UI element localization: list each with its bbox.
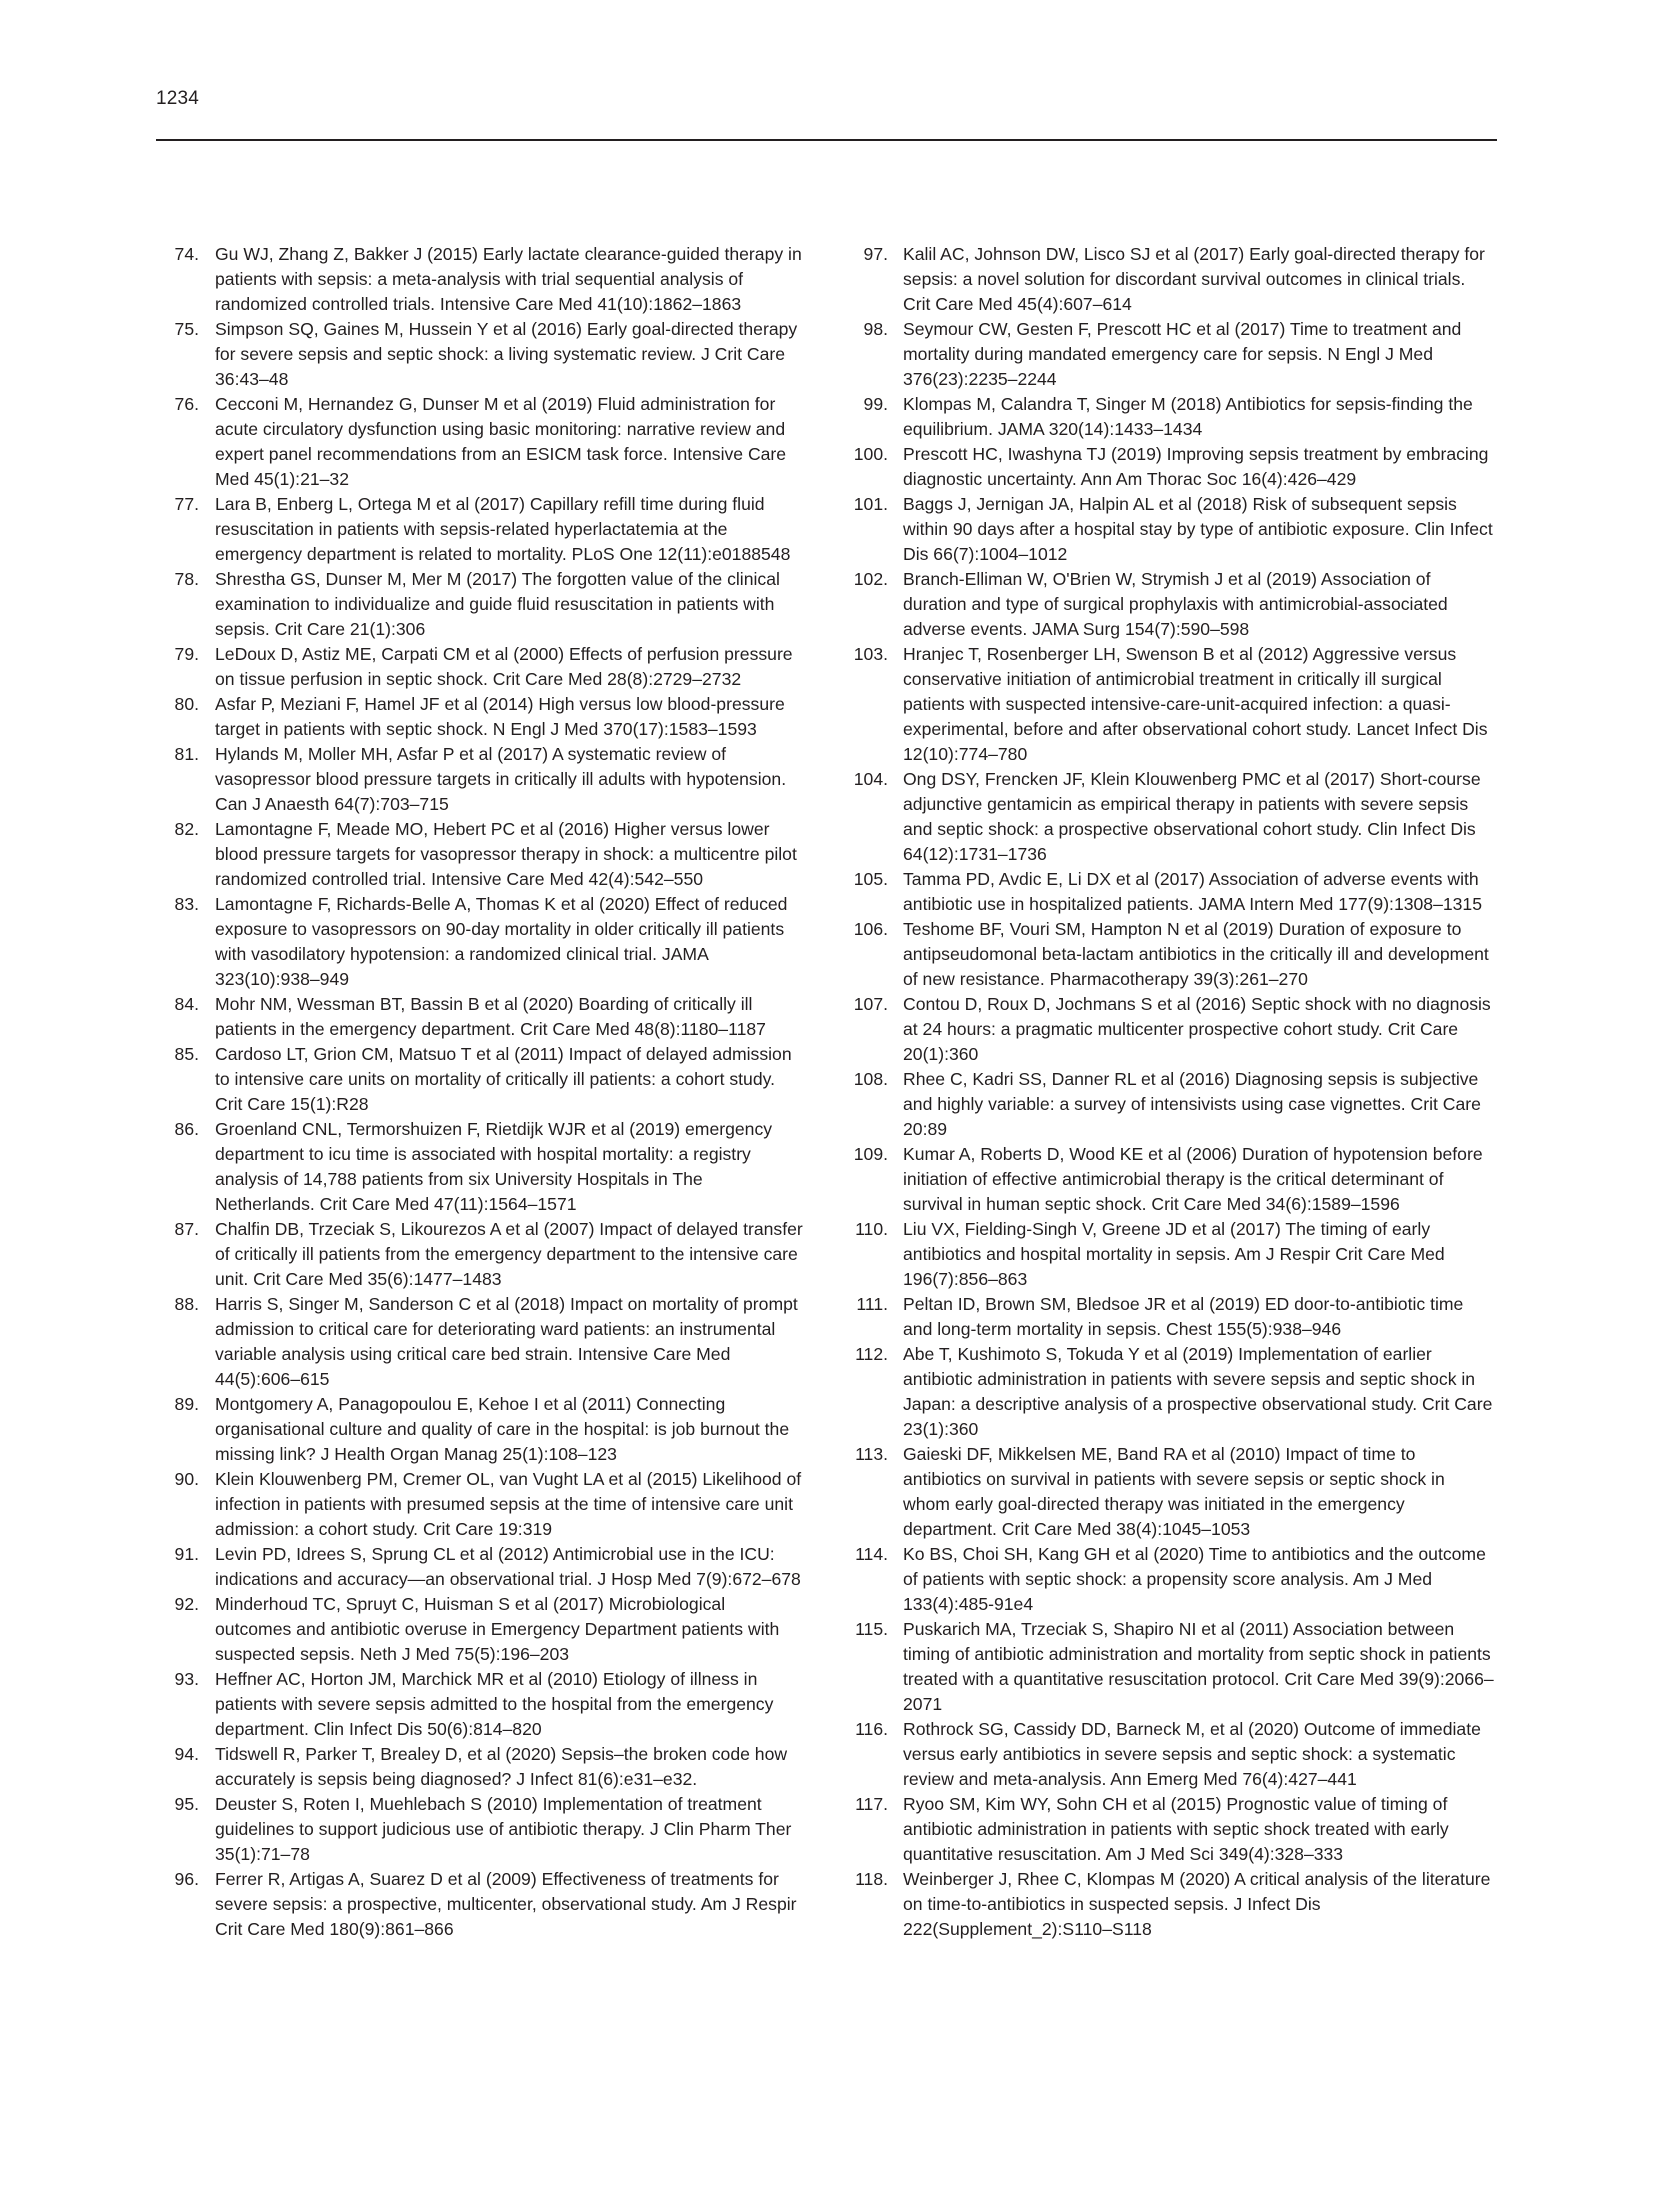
reference-number: 94. (174, 1744, 199, 1764)
reference-text: Ko BS, Choi SH, Kang GH et al (2020) Time to antibiotics and the outcome of patients with septic shock: a propensity score analysis. Am J Med 133(4):485-91e4 (903, 1544, 1486, 1614)
reference-text: Ryoo SM, Kim WY, Sohn CH et al (2015) Prognostic value of timing of antibiotic administration in patients with septic shock treated with early quantitative resuscitation. Am J Med Sci 349(4):328–333 (903, 1794, 1449, 1864)
reference-number: 90. (174, 1469, 199, 1489)
reference-text: Baggs J, Jernigan JA, Halpin AL et al (2018) Risk of subsequent sepsis within 90 days after a hospital stay by type of antibiotic exposure. Clin Infect Dis 66(7):1004–1012 (903, 494, 1493, 564)
reference-item (156, 1742, 806, 1792)
reference-item (156, 242, 806, 317)
reference-item (844, 1292, 1494, 1342)
reference-text: Cardoso LT, Grion CM, Matsuo T et al (2011) Impact of delayed admission to intensive care units on mortality of critically ill patients: a cohort study. Crit Care 15(1):R28 (215, 1044, 792, 1114)
reference-text: Heffner AC, Horton JM, Marchick MR et al (2010) Etiology of illness in patients with severe sepsis admitted to the hospital from the emergency department. Clin Infect Dis 50(6):814–820 (215, 1669, 774, 1739)
reference-text: Asfar P, Meziani F, Hamel JF et al (2014) High versus low blood-pressure target in patients with septic shock. N Engl J Med 370(17):1583–1593 (215, 694, 785, 739)
reference-text: Groenland CNL, Termorshuizen F, Rietdijk WJR et al (2019) emergency department to icu time is associated with hospital mortality: a registry analysis of 14,788 patients from six University Hospitals in The Netherlands. Crit Care Med 47(11):1564–1571 (215, 1119, 773, 1214)
reference-text: Lamontagne F, Meade MO, Hebert PC et al (2016) Higher versus lower blood pressure targets for vasopressor therapy in shock: a multicentre pilot randomized controlled trial. Intensive Care Med 42(4):542–550 (215, 819, 797, 889)
reference-item (156, 992, 806, 1042)
reference-number: 93. (174, 1669, 199, 1689)
reference-number: 112. (855, 1344, 888, 1364)
reference-number: 91. (174, 1544, 199, 1564)
reference-text: Teshome BF, Vouri SM, Hampton N et al (2019) Duration of exposure to antipseudomonal beta-lactam antibiotics in the critically ill and development of new resistance. Pharmacotherapy 39(3):261–270 (903, 919, 1489, 989)
reference-text: Abe T, Kushimoto S, Tokuda Y et al (2019) Implementation of earlier antibiotic administration in patients with severe sepsis and septic shock in Japan: a descriptive analysis of a prospective observational study. Crit Care 23(1):360 (903, 1344, 1493, 1439)
reference-item (844, 992, 1494, 1067)
reference-text: LeDoux D, Astiz ME, Carpati CM et al (2000) Effects of perfusion pressure on tissue perfusion in septic shock. Crit Care Med 28(8):2729–2732 (215, 644, 793, 689)
reference-number: 107. (853, 994, 888, 1014)
reference-number: 98. (863, 319, 888, 339)
reference-item (156, 317, 806, 392)
reference-number: 97. (863, 244, 888, 264)
reference-number: 99. (863, 394, 888, 414)
reference-number: 81. (174, 744, 199, 764)
reference-item (156, 1392, 806, 1467)
reference-item (156, 892, 806, 992)
reference-number: 116. (855, 1719, 888, 1739)
reference-text: Harris S, Singer M, Sanderson C et al (2018) Impact on mortality of prompt admission to critical care for deteriorating ward patients: an instrumental variable analysis using critical care bed strain. Intensive Care Med 44(5):606–615 (215, 1294, 798, 1389)
reference-number: 100. (853, 444, 888, 464)
reference-number: 113. (855, 1444, 888, 1464)
reference-number: 106. (853, 919, 888, 939)
reference-text: Rhee C, Kadri SS, Danner RL et al (2016) Diagnosing sepsis is subjective and highly variable: a survey of intensivists using case vignettes. Crit Care 20:89 (903, 1069, 1481, 1139)
reference-text: Levin PD, Idrees S, Sprung CL et al (2012) Antimicrobial use in the ICU: indications and accuracy—an observational trial. J Hosp Med 7(9):672–678 (215, 1544, 801, 1589)
reference-item (156, 567, 806, 642)
reference-number: 86. (174, 1119, 199, 1139)
reference-number: 75. (174, 319, 199, 339)
reference-item (156, 1667, 806, 1742)
reference-item (156, 1292, 806, 1392)
reference-item (844, 767, 1494, 867)
reference-text: Ferrer R, Artigas A, Suarez D et al (2009) Effectiveness of treatments for severe sepsis: a prospective, multicenter, observational study. Am J Respir Crit Care Med 180(9):861–866 (215, 1869, 797, 1939)
reference-item (844, 1442, 1494, 1542)
reference-item (156, 1042, 806, 1117)
reference-item (844, 1217, 1494, 1292)
reference-item (844, 1717, 1494, 1792)
reference-text: Tamma PD, Avdic E, Li DX et al (2017) Association of adverse events with antibiotic use in hospitalized patients. JAMA Intern Med 177(9):1308–1315 (903, 869, 1483, 914)
reference-number: 82. (174, 819, 199, 839)
reference-text: Shrestha GS, Dunser M, Mer M (2017) The forgotten value of the clinical examination to individualize and guide fluid resuscitation in patients with sepsis. Crit Care 21(1):306 (215, 569, 780, 639)
reference-number: 114. (855, 1544, 888, 1564)
reference-text: Kumar A, Roberts D, Wood KE et al (2006) Duration of hypotension before initiation of effective antimicrobial therapy is the critical determinant of survival in human septic shock. Crit Care Med 34(6):1589–1596 (903, 1144, 1483, 1214)
reference-text: Klein Klouwenberg PM, Cremer OL, van Vught LA et al (2015) Likelihood of infection in patients with presumed sepsis at the time of intensive care unit admission: a cohort study. Crit Care 19:319 (215, 1469, 802, 1539)
reference-text: Branch-Elliman W, O'Brien W, Strymish J et al (2019) Association of duration and type of surgical prophylaxis with antimicrobial-associated adverse events. JAMA Surg 154(7):590–598 (903, 569, 1448, 639)
reference-item (844, 1617, 1494, 1717)
reference-item (844, 642, 1494, 767)
page-number: 1234 (156, 88, 200, 109)
reference-item (844, 1067, 1494, 1142)
reference-number: 103. (853, 644, 888, 664)
reference-item (844, 867, 1494, 917)
reference-item (844, 917, 1494, 992)
reference-text: Gaieski DF, Mikkelsen ME, Band RA et al (2010) Impact of time to antibiotics on survival in patients with severe sepsis or septic shock in whom early goal-directed therapy was initiated in the emergency department. Crit Care Med 38(4):1045–1053 (903, 1444, 1445, 1539)
reference-list-right (844, 242, 1494, 1942)
reference-number: 118. (855, 1869, 888, 1889)
reference-number: 117. (855, 1794, 888, 1814)
reference-item (156, 1542, 806, 1592)
reference-number: 88. (174, 1294, 199, 1314)
reference-item (844, 242, 1494, 317)
reference-number: 79. (174, 644, 199, 664)
reference-text: Chalfin DB, Trzeciak S, Likourezos A et al (2007) Impact of delayed transfer of critically ill patients from the emergency department to the intensive care unit. Crit Care Med 35(6):1477–1483 (215, 1219, 803, 1289)
reference-text: Montgomery A, Panagopoulou E, Kehoe I et al (2011) Connecting organisational culture and quality of care in the hospital: is job burnout the missing link? J Health Organ Manag 25(1):108–123 (215, 1394, 790, 1464)
reference-number: 89. (174, 1394, 199, 1414)
reference-number: 74. (174, 244, 199, 264)
reference-text: Hranjec T, Rosenberger LH, Swenson B et al (2012) Aggressive versus conservative initiation of antimicrobial treatment in critically ill surgical patients with suspected intensive-care-unit-acquired infection: a quasi-experimental, before and after observational cohort study. Lancet Infect Dis 12(10):774–780 (903, 644, 1488, 764)
reference-item (156, 1117, 806, 1217)
reference-number: 104. (853, 769, 888, 789)
reference-text: Klompas M, Calandra T, Singer M (2018) Antibiotics for sepsis-finding the equilibrium. JAMA 320(14):1433–1434 (903, 394, 1473, 439)
reference-item (844, 1867, 1494, 1942)
reference-text: Deuster S, Roten I, Muehlebach S (2010) Implementation of treatment guidelines to support judicious use of antibiotic therapy. J Clin Pharm Ther 35(1):71–78 (215, 1794, 792, 1864)
reference-text: Ong DSY, Frencken JF, Klein Klouwenberg PMC et al (2017) Short-course adjunctive gentamicin as empirical therapy in patients with severe sepsis and septic shock: a prospective observational cohort study. Clin Infect Dis 64(12):1731–1736 (903, 769, 1481, 864)
reference-text: Mohr NM, Wessman BT, Bassin B et al (2020) Boarding of critically ill patients in the emergency department. Crit Care Med 48(8):1180–1187 (215, 994, 766, 1039)
reference-item (156, 642, 806, 692)
reference-number: 85. (174, 1044, 199, 1064)
reference-text: Lamontagne F, Richards-Belle A, Thomas K et al (2020) Effect of reduced exposure to vasopressors on 90-day mortality in older critically ill patients with vasodilatory hypotension: a randomized clinical trial. JAMA 323(10):938–949 (215, 894, 788, 989)
reference-number: 95. (174, 1794, 199, 1814)
reference-item (844, 567, 1494, 642)
reference-list-left (156, 242, 806, 1942)
reference-item (844, 442, 1494, 492)
reference-number: 102. (853, 569, 888, 589)
reference-number: 111. (856, 1294, 888, 1314)
reference-item (844, 317, 1494, 392)
reference-number: 77. (174, 494, 199, 514)
reference-item (844, 1542, 1494, 1617)
reference-text: Simpson SQ, Gaines M, Hussein Y et al (2016) Early goal-directed therapy for severe sepsis and septic shock: a living systematic review. J Crit Care 36:43–48 (215, 319, 798, 389)
reference-number: 105. (853, 869, 888, 889)
reference-text: Prescott HC, Iwashyna TJ (2019) Improving sepsis treatment by embracing diagnostic uncertainty. Ann Am Thorac Soc 16(4):426–429 (903, 444, 1489, 489)
reference-item (156, 1592, 806, 1667)
reference-number: 110. (855, 1219, 888, 1239)
reference-number: 92. (174, 1594, 199, 1614)
reference-number: 96. (174, 1869, 199, 1889)
reference-text: Minderhoud TC, Spruyt C, Huisman S et al (2017) Microbiological outcomes and antibiotic overuse in Emergency Department patients with suspected sepsis. Neth J Med 75(5):196–203 (215, 1594, 780, 1664)
reference-item (156, 392, 806, 492)
reference-item (156, 1217, 806, 1292)
reference-item (156, 1867, 806, 1942)
header-rule (156, 139, 1497, 141)
reference-item (844, 1342, 1494, 1442)
reference-item (156, 692, 806, 742)
reference-text: Hylands M, Moller MH, Asfar P et al (2017) A systematic review of vasopressor blood pressure targets in critically ill adults with hypotension. Can J Anaesth 64(7):703–715 (215, 744, 787, 814)
reference-number: 108. (853, 1069, 888, 1089)
reference-item (844, 392, 1494, 442)
reference-number: 80. (174, 694, 199, 714)
reference-text: Puskarich MA, Trzeciak S, Shapiro NI et al (2011) Association between timing of antibiotic administration and mortality from septic shock in patients treated with a quantitative resuscitation protocol. Crit Care Med 39(9):2066–2071 (903, 1619, 1494, 1714)
reference-text: Rothrock SG, Cassidy DD, Barneck M, et al (2020) Outcome of immediate versus early antibiotics in severe sepsis and septic shock: a systematic review and meta-analysis. Ann Emerg Med 76(4):427–441 (903, 1719, 1481, 1789)
reference-text: Seymour CW, Gesten F, Prescott HC et al (2017) Time to treatment and mortality during mandated emergency care for sepsis. N Engl J Med 376(23):2235–2244 (903, 319, 1462, 389)
reference-text: Liu VX, Fielding-Singh V, Greene JD et al (2017) The timing of early antibiotics and hospital mortality in sepsis. Am J Respir Crit Care Med 196(7):856–863 (903, 1219, 1445, 1289)
reference-item (156, 1792, 806, 1867)
reference-number: 84. (174, 994, 199, 1014)
reference-number: 101. (853, 494, 888, 514)
reference-item (156, 492, 806, 567)
reference-number: 83. (174, 894, 199, 914)
reference-text: Weinberger J, Rhee C, Klompas M (2020) A critical analysis of the literature on time-to-antibiotics in suspected sepsis. J Infect Dis 222(Supplement_2):S110–S118 (903, 1869, 1491, 1939)
reference-text: Lara B, Enberg L, Ortega M et al (2017) Capillary refill time during fluid resuscitation in patients with sepsis-related hyperlactatemia at the emergency department is related to mortality. PLoS One 12(11):e0188548 (215, 494, 791, 564)
reference-item (156, 1467, 806, 1542)
reference-text: Gu WJ, Zhang Z, Bakker J (2015) Early lactate clearance-guided therapy in patients with sepsis: a meta-analysis with trial sequential analysis of randomized controlled trials. Intensive Care Med 41(10):1862–1863 (215, 244, 802, 314)
reference-item (844, 1142, 1494, 1217)
reference-item (844, 492, 1494, 567)
reference-item (844, 1792, 1494, 1867)
reference-number: 78. (174, 569, 199, 589)
reference-number: 115. (855, 1619, 888, 1639)
reference-text: Kalil AC, Johnson DW, Lisco SJ et al (2017) Early goal-directed therapy for sepsis: a novel solution for discordant survival outcomes in clinical trials. Crit Care Med 45(4):607–614 (903, 244, 1485, 314)
reference-text: Contou D, Roux D, Jochmans S et al (2016) Septic shock with no diagnosis at 24 hours: a pragmatic multicenter prospective cohort study. Crit Care 20(1):360 (903, 994, 1491, 1064)
reference-text: Cecconi M, Hernandez G, Dunser M et al (2019) Fluid administration for acute circulatory dysfunction using basic monitoring: narrative review and expert panel recommendations from an ESICM task force. Intensive Care Med 45(1):21–32 (215, 394, 787, 489)
reference-number: 109. (853, 1144, 888, 1164)
reference-item (156, 742, 806, 817)
reference-number: 76. (174, 394, 199, 414)
reference-text: Peltan ID, Brown SM, Bledsoe JR et al (2019) ED door-to-antibiotic time and long-term mortality in sepsis. Chest 155(5):938–946 (903, 1294, 1464, 1339)
reference-item (156, 817, 806, 892)
reference-number: 87. (174, 1219, 199, 1239)
reference-text: Tidswell R, Parker T, Brealey D, et al (2020) Sepsis–the broken code how accurately is sepsis being diagnosed? J Infect 81(6):e31–e32. (215, 1744, 788, 1789)
